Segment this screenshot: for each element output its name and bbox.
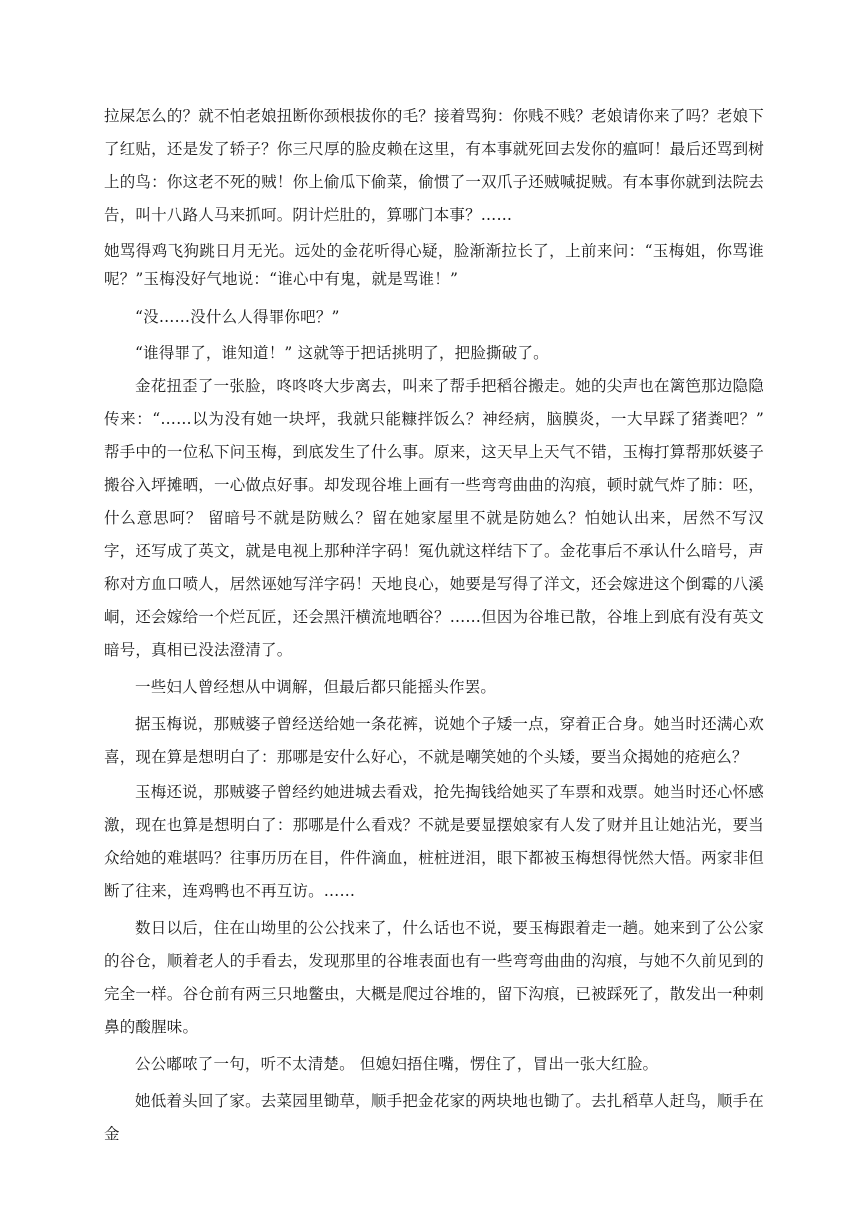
paragraph-4: “谁得罪了，谁知道！” 这就等于把话挑明了，把脸撕破了。 (135, 344, 549, 362)
paragraph-2: 她骂得鸡飞狗跳日月无光。远处的金花听得心疑，脸渐渐拉长了，上前来问：“玉梅姐，你骂谁呢？”玉梅没好气地说：“谁心中有鬼，就是骂谁！” (104, 242, 764, 288)
paragraph-11: 她低着头回了家。去菜园里锄草，顺手把金花家的两块地也锄了。去扎稻草人赶鸟，顺手在金 (104, 1092, 764, 1143)
paragraph-8: 玉梅还说，那贼婆子曾经约她进城去看戏，抢先掏钱给她买了车票和戏票。她当时还心怀感激，现在也算是想明白了：那哪是什么看戏？不就是要显摆娘家有人发了财并且让她沾光，要当众给她的难堪吗？往事历历在目，件件滴血，桩桩迸泪，眼下都被玉梅想得恍然大悟。两家非但断了往来，连鸡鸭也不再互访。…… (104, 783, 764, 900)
paragraph-7: 据玉梅说，那贼婆子曾经送给她一条花裤，说她个子矮一点，穿着正合身。她当时还满心欢喜，现在算是想明白了：那哪是安什么好心，不就是嘲笑她的个头矮，要当众揭她的疮疤么？ (104, 715, 764, 766)
paragraph-9: 数日以后，住在山坳里的公公找来了，什么话也不说，要玉梅跟着走一趟。她来到了公公家的谷仓，顺着老人的手看去，发现那里的谷堆表面也有一些弯弯曲曲的沟痕，与她不久前见到的完全一样。谷仓前有两三只地鳖虫，大概是爬过谷堆的，留下沟痕，已被踩死了，散发出一种刺鼻的酸腥味。 (104, 919, 764, 1036)
paragraph-1: 拉屎怎么的？就不怕老娘扭断你颈根拔你的毛？接着骂狗：你贱不贱？老娘请你来了吗？老娘下了红贴，还是发了轿子？你三尺厚的脸皮赖在这里，有本事就死回去发你的瘟呵！最后还骂到树上的鸟：你这老不死的贼！你上偷瓜下偷菜，偷惯了一双爪子还贼喊捉贼。有本事你就到法院去告，叫十八路人马来抓呵。阴计烂肚的，算哪门本事？…… (104, 107, 764, 224)
paragraph-10: 公公嘟哝了一句，听不太清楚。 但媳妇捂住嘴，愣住了，冒出一张大红脸。 (135, 1055, 659, 1073)
paragraph-6: 一些妇人曾经想从中调解，但最后都只能摇头作罢。 (135, 678, 497, 696)
paragraph-5: 金花扭歪了一张脸，咚咚咚大步离去，叫来了帮手把稻谷搬走。她的尖声也在篱笆那边隐隐传来：“……以为没有她一块坪，我就只能糠拌饭么？神经病，脑膜炎，一大早踩了猪粪吧？” 帮手中的一位私下问玉梅，到底发生了什么事。原来，这天早上天气不错，玉梅打算帮那妖婆子搬谷入坪摊晒，一心做点好事。却发现谷堆上画有一些弯弯曲曲的沟痕，顿时就气炸了肺：呸，什么意思呵？ 留暗号不就是防贼么？留在她家屋里不就是防她么？怕她认出来，居然不写汉字，还写成了英文，就是电视上那种洋字码！冤仇就这样结下了。金花事后不承认什么暗号，声称对方血口喷人，居然诬她写洋字码！天地良心，她要是写得了洋文，还会嫁进这个倒霉的八溪峒，还会嫁给一个烂瓦匠，还会黑汗横流地晒谷？……但因为谷堆已散，谷堆上到底有没有英文暗号，真相已没法澄清了。 (104, 377, 764, 659)
paragraph-3: “没……没什么人得罪你吧？” (135, 308, 340, 326)
document-page (104, 100, 764, 1151)
